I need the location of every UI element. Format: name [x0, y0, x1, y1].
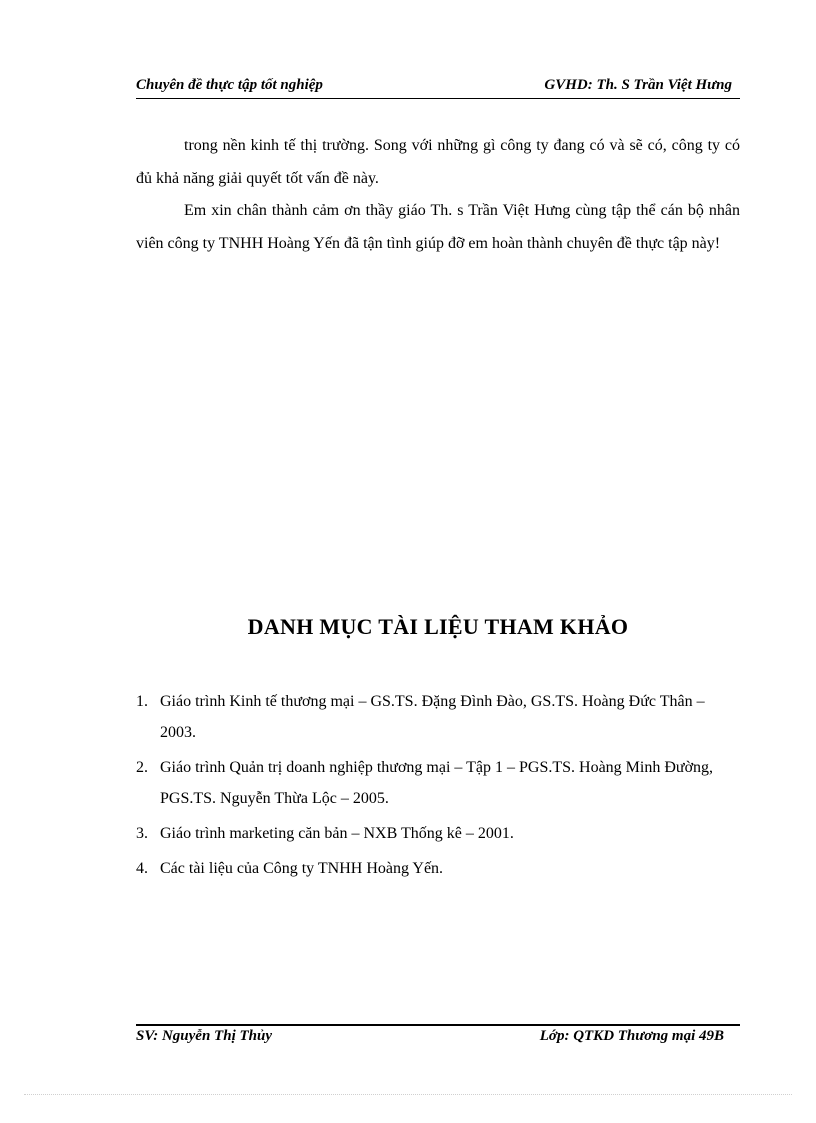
page-edge-divider	[24, 1094, 792, 1095]
reference-number: 3.	[136, 825, 148, 842]
page-header	[136, 76, 740, 99]
paragraph-2: Em xin chân thành cảm ơn thầy giáo Th. s Trần Việt Hưng cùng tập thể cán bộ nhân viên công ty TNHH Hoàng Yến đã tận tình giúp đỡ em hoàn thành chuyên đề thực tập này!	[136, 202, 740, 252]
body-text	[136, 130, 740, 260]
reference-number: 1.	[136, 693, 148, 710]
reference-text: Giáo trình Quản trị doanh nghiệp thương mại – Tập 1 – PGS.TS. Hoàng Minh Đường, PGS.TS. Nguyễn Thừa Lộc – 2005.	[160, 759, 714, 807]
reference-item	[136, 818, 740, 849]
footer-student: SV: Nguyễn Thị Thủy	[136, 1028, 272, 1044]
reference-number: 4.	[136, 860, 148, 877]
reference-item	[136, 853, 740, 884]
reference-text: Giáo trình marketing căn bản – NXB Thống kê – 2001.	[160, 825, 514, 842]
footer-class: Lớp: QTKD Thương mại 49B	[539, 1028, 724, 1044]
references-list	[136, 686, 740, 888]
page-footer	[136, 1028, 740, 1050]
references-title: DANH MỤC TÀI LIỆU THAM KHẢO	[247, 614, 629, 639]
footer-divider	[136, 1024, 740, 1026]
reference-text: Giáo trình Kinh tế thương mại – GS.TS. Đặng Đình Đào, GS.TS. Hoàng Đức Thân – 2003.	[160, 693, 705, 741]
paragraph-1: trong nền kinh tế thị trường. Song với những gì công ty đang có và sẽ có, công ty có đủ khả năng giải quyết tốt vấn đề này.	[136, 137, 740, 187]
reference-item	[136, 752, 740, 814]
reference-item	[136, 686, 740, 748]
reference-text: Các tài liệu của Công ty TNHH Hoàng Yến.	[160, 860, 444, 877]
header-supervisor: GVHD: Th. S Trần Việt Hưng	[544, 77, 732, 93]
header-title: Chuyên đề thực tập tốt nghiệp	[136, 77, 323, 93]
reference-number: 2.	[136, 759, 148, 776]
